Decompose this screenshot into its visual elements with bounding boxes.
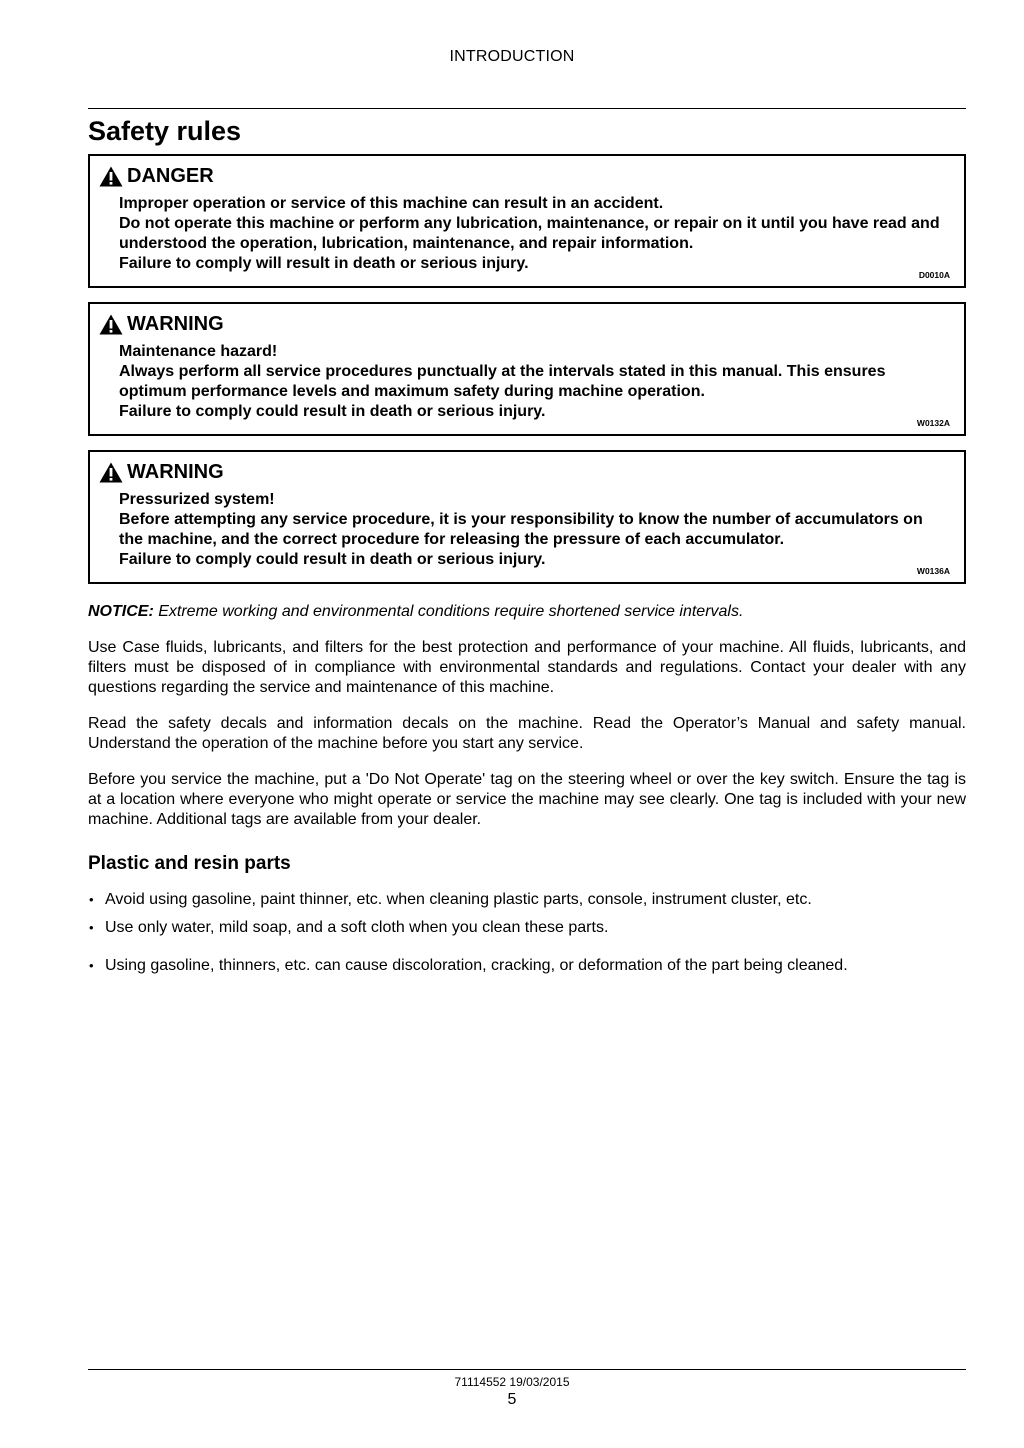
box-code: W0136A [916,566,950,576]
box-line: Pressurized system! [119,491,275,508]
paragraph-tag: Before you service the machine, put a 'Do Not Operate' tag on the steering wheel or over the key switch. Ensure the tag is at a location where everyone who might operate or service the machine may see clearly. One tag is included with your new machine. Additional tags are available from your dealer. [88,771,966,828]
section-title: Plastic and resin parts [88,853,291,874]
page-title: Safety rules [88,116,242,146]
header-rule [88,108,966,109]
box-line: Failure to comply will result in death or serious injury. [119,255,529,272]
box-code: D0010A [918,270,950,280]
warning-box [88,450,966,584]
paragraph-fluids: Use Case fluids, lubricants, and filters for the best protection and performance of your machine. All fluids, lubricants, and filters must be disposed of in compliance with environmental standards and regulations. Contact your dealer with any questions regarding the service and maintenance of this machine. [88,639,966,696]
box-line: Failure to comply could result in death or serious injury. [119,551,546,568]
box-heading [99,458,950,486]
danger-box [88,154,966,288]
box-level: WARNING [127,313,224,335]
list-item: • Avoid using gasoline, paint thinner, etc. when cleaning plastic parts, console, instrument cluster, etc. [88,890,966,910]
warning-triangle-icon [99,166,123,187]
warning-box [88,302,966,436]
box-level: DANGER [127,165,214,187]
box-line: Maintenance hazard! [119,343,278,360]
list-item: • Use only water, mild soap, and a soft cloth when you clean these parts. [88,918,966,938]
box-heading [99,310,950,338]
box-line: Failure to comply could result in death or serious injury. [119,403,546,420]
paragraph-decals: Read the safety decals and information decals on the machine. Read the Operator’s Manual and safety manual. Understand the operation of the machine before you start any service. [88,715,966,752]
running-header: INTRODUCTION [449,48,575,65]
notice-text: Extreme working and environmental conditions require shortened service intervals. [158,603,744,620]
notice-label: NOTICE: [88,603,154,620]
box-body [119,342,950,422]
box-line: Always perform all service procedures punctually at the intervals stated in this manual. This ensures optimum performance levels and maximum safety during machine operation. [119,363,886,400]
page-content [88,112,966,984]
footer-doc-code: 71114552 19/03/2015 [454,1375,570,1389]
footer-rule [88,1369,966,1370]
box-body [119,194,950,274]
bullet-list [88,890,966,976]
page-number: 5 [507,1391,517,1408]
box-body [119,490,950,570]
box-heading [99,162,950,190]
warning-triangle-icon [99,462,123,483]
box-code: W0132A [916,418,950,428]
box-line: Do not operate this machine or perform any lubrication, maintenance, or repair on it until you have read and understood the operation, lubrication, maintenance, and repair information. [119,215,940,252]
list-item: • Using gasoline, thinners, etc. can cause discoloration, cracking, or deformation of the part being cleaned. [88,956,966,976]
box-line: Before attempting any service procedure, it is your responsibility to know the number of accumulators on the machine, and the correct procedure for releasing the pressure of each accumulator. [119,511,923,548]
box-line: Improper operation or service of this machine can result in an accident. [119,195,664,212]
warning-triangle-icon [99,314,123,335]
box-level: WARNING [127,461,224,483]
notice [88,602,966,622]
